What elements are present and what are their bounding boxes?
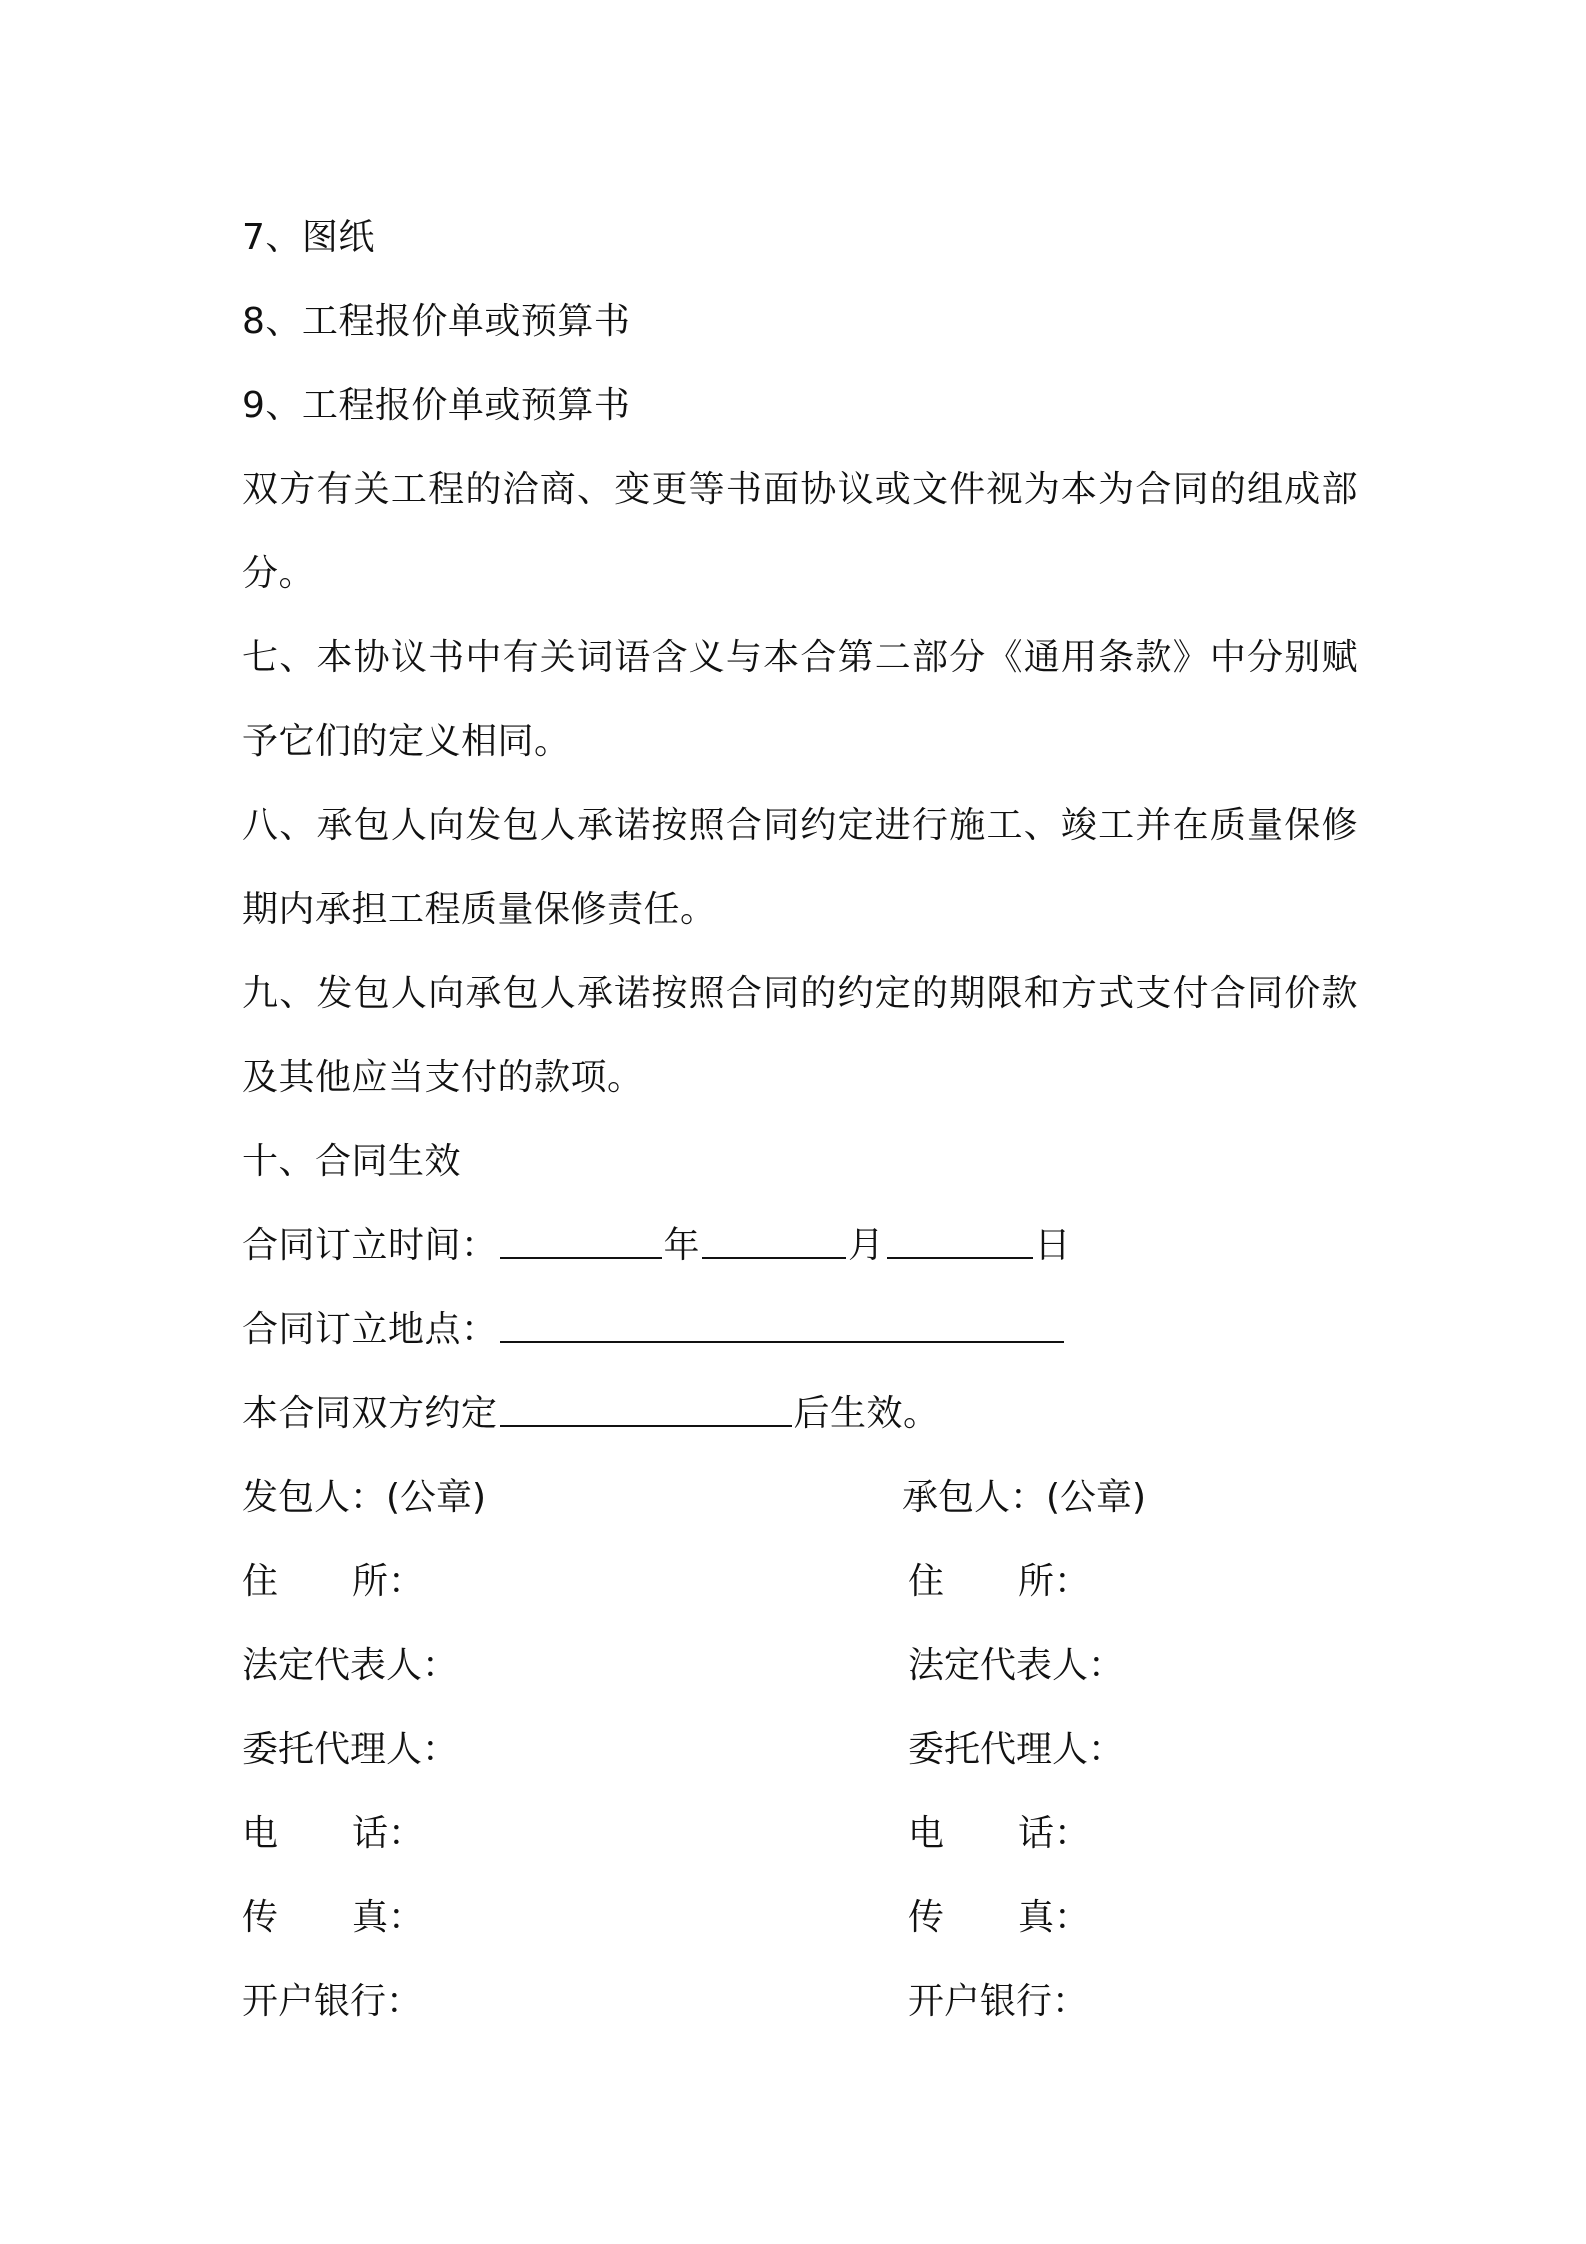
item-9: 9、工程报价单或预算书 xyxy=(242,385,631,426)
paragraph-1-line-1: 双方有关工程的洽商、变更等书面协议或文件视为本为合同的组成部 xyxy=(242,469,1358,510)
employer-bank: 开户银行： xyxy=(242,1981,423,2022)
contractor-legal-rep: 法定代表人： xyxy=(908,1645,1125,1686)
signature-party-row xyxy=(242,1456,1362,1540)
clause-9-line-2: 及其他应当支付的款项。 xyxy=(242,1057,644,1098)
clause-8-line-1: 八、承包人向发包人承诺按照合同约定进行施工、竣工并在质量保修 xyxy=(242,805,1358,846)
item-8: 8、工程报价单或预算书 xyxy=(242,301,631,342)
contractor-fax: 传 真： xyxy=(908,1897,1091,1938)
year-label: 年 xyxy=(663,1225,701,1266)
employer-fax: 传 真： xyxy=(242,1897,425,1938)
month-blank xyxy=(702,1227,846,1259)
document-body xyxy=(242,196,1362,2044)
effective-prefix: 本合同双方约定 xyxy=(242,1393,498,1434)
contractor-seal: 承包人：(公章) xyxy=(902,1477,1147,1518)
signature-bank-row xyxy=(242,1960,1362,2044)
signature-phone-row xyxy=(242,1792,1362,1876)
signature-agent-row xyxy=(242,1708,1362,1792)
day-blank xyxy=(887,1227,1033,1259)
employer-seal: 发包人：(公章) xyxy=(242,1477,487,1518)
signing-time-label: 合同订立时间： xyxy=(242,1225,498,1266)
day-label: 日 xyxy=(1034,1225,1072,1266)
effective-suffix: 后生效。 xyxy=(793,1393,940,1434)
item-7: 7、图纸 xyxy=(242,217,375,258)
effective-blank xyxy=(500,1395,792,1427)
place-blank xyxy=(500,1311,1064,1343)
clause-7-line-2: 予它们的定义相同。 xyxy=(242,721,571,762)
employer-phone: 电 话： xyxy=(242,1813,425,1854)
clause-8-line-2: 期内承担工程质量保修责任。 xyxy=(242,889,717,930)
year-blank xyxy=(500,1227,662,1259)
contractor-address: 住 所： xyxy=(908,1561,1091,1602)
contractor-bank: 开户银行： xyxy=(908,1981,1089,2022)
contractor-phone: 电 话： xyxy=(908,1813,1091,1854)
month-label: 月 xyxy=(848,1225,885,1266)
signature-address-row xyxy=(242,1540,1362,1624)
contractor-agent: 委托代理人： xyxy=(908,1729,1125,1770)
signature-legal-rep-row xyxy=(242,1624,1362,1708)
signing-time-row xyxy=(242,1204,1362,1288)
employer-address: 住 所： xyxy=(242,1561,425,1602)
signature-fax-row xyxy=(242,1876,1362,1960)
clause-7-line-1: 七、本协议书中有关词语含义与本合第二部分《通用条款》中分别赋 xyxy=(242,637,1358,678)
employer-legal-rep: 法定代表人： xyxy=(242,1645,459,1686)
employer-agent: 委托代理人： xyxy=(242,1729,459,1770)
clause-10-title: 十、合同生效 xyxy=(242,1141,462,1182)
paragraph-1-line-2: 分。 xyxy=(242,553,316,594)
clause-9-line-1: 九、发包人向承包人承诺按照合同的约定的期限和方式支付合同价款 xyxy=(242,973,1358,1014)
signing-place-label: 合同订立地点： xyxy=(242,1309,498,1350)
effective-row xyxy=(242,1372,1362,1456)
signing-place-row xyxy=(242,1288,1362,1372)
